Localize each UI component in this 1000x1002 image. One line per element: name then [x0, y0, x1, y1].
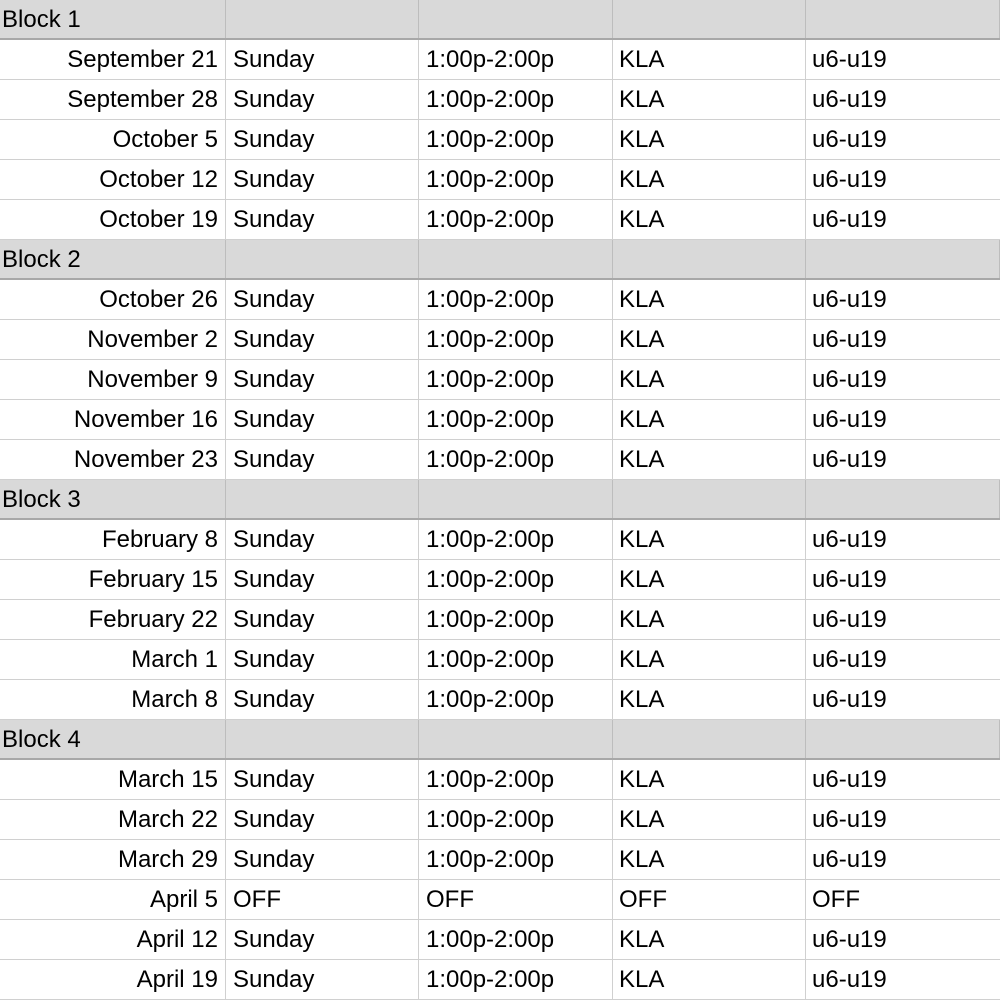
schedule-row	[0, 920, 1000, 960]
schedule-row-off	[0, 880, 1000, 920]
age-group-cell[interactable]: u6-u19	[812, 406, 887, 433]
age-group-cell[interactable]: u6-u19	[812, 646, 887, 673]
day-cell[interactable]: Sunday	[226, 840, 419, 879]
location-cell[interactable]: KLA	[613, 760, 806, 799]
day-cell[interactable]: Sunday	[226, 600, 419, 639]
date-cell[interactable]: September 28	[0, 80, 226, 119]
schedule-row	[0, 400, 1000, 440]
empty-header-cell[interactable]	[613, 240, 806, 278]
day-cell[interactable]: Sunday	[226, 120, 419, 159]
time-cell[interactable]: 1:00p-2:00p	[419, 120, 613, 159]
age-group-cell[interactable]: u6-u19	[812, 566, 887, 593]
time-cell[interactable]: 1:00p-2:00p	[419, 400, 613, 439]
date-cell[interactable]: April 5	[0, 880, 226, 919]
age-group-cell[interactable]: u6-u19	[812, 926, 887, 953]
location-cell[interactable]: KLA	[613, 120, 806, 159]
location-cell[interactable]: OFF	[613, 880, 806, 919]
time-cell[interactable]: 1:00p-2:00p	[419, 920, 613, 959]
time-cell[interactable]: 1:00p-2:00p	[419, 600, 613, 639]
empty-header-cell[interactable]	[806, 720, 1000, 758]
location-cell[interactable]: KLA	[613, 960, 806, 999]
time-cell[interactable]: 1:00p-2:00p	[419, 640, 613, 679]
date-cell[interactable]: April 12	[0, 920, 226, 959]
date-cell[interactable]: November 2	[0, 320, 226, 359]
age-group-cell[interactable]: u6-u19	[812, 86, 887, 113]
block-header-row	[0, 480, 1000, 520]
age-group-cell[interactable]: u6-u19	[812, 766, 887, 793]
day-cell[interactable]: Sunday	[226, 960, 419, 999]
date-cell[interactable]: April 19	[0, 960, 226, 999]
schedule-row	[0, 800, 1000, 840]
schedule-row	[0, 680, 1000, 720]
date-cell[interactable]: February 22	[0, 600, 226, 639]
empty-header-cell[interactable]	[419, 240, 613, 278]
empty-header-cell[interactable]	[613, 0, 806, 38]
date-cell[interactable]: March 29	[0, 840, 226, 879]
day-cell[interactable]: Sunday	[226, 800, 419, 839]
schedule-row	[0, 360, 1000, 400]
day-cell[interactable]: Sunday	[226, 40, 419, 79]
day-cell[interactable]: Sunday	[226, 440, 419, 479]
age-group-cell[interactable]: u6-u19	[812, 366, 887, 393]
age-group-cell[interactable]: u6-u19	[812, 126, 887, 153]
day-cell[interactable]: Sunday	[226, 160, 419, 199]
location-cell[interactable]: KLA	[613, 680, 806, 719]
age-group-cell[interactable]: u6-u19	[812, 326, 887, 353]
date-cell[interactable]: October 5	[0, 120, 226, 159]
location-cell[interactable]: KLA	[613, 320, 806, 359]
empty-header-cell[interactable]	[226, 480, 419, 518]
date-cell[interactable]: March 8	[0, 680, 226, 719]
time-cell[interactable]: 1:00p-2:00p	[419, 520, 613, 559]
empty-header-cell[interactable]	[226, 240, 419, 278]
block-label-cell[interactable]: Block 4	[0, 720, 226, 758]
location-cell[interactable]: KLA	[613, 200, 806, 239]
time-cell[interactable]: 1:00p-2:00p	[419, 960, 613, 999]
schedule-row	[0, 80, 1000, 120]
age-group-cell[interactable]: u6-u19	[812, 286, 887, 313]
schedule-row	[0, 280, 1000, 320]
empty-header-cell[interactable]	[226, 0, 419, 38]
schedule-row	[0, 600, 1000, 640]
location-cell[interactable]: KLA	[613, 800, 806, 839]
schedule-row	[0, 960, 1000, 1000]
block-header-row	[0, 720, 1000, 760]
date-cell[interactable]: November 16	[0, 400, 226, 439]
age-group-cell[interactable]: u6-u19	[812, 206, 887, 233]
age-group-cell[interactable]: OFF	[812, 886, 860, 913]
time-cell[interactable]: 1:00p-2:00p	[419, 360, 613, 399]
schedule-row	[0, 320, 1000, 360]
location-cell[interactable]: KLA	[613, 440, 806, 479]
time-cell[interactable]: 1:00p-2:00p	[419, 440, 613, 479]
date-cell[interactable]: March 22	[0, 800, 226, 839]
schedule-row	[0, 120, 1000, 160]
time-cell[interactable]: 1:00p-2:00p	[419, 320, 613, 359]
empty-header-cell[interactable]	[419, 0, 613, 38]
day-cell[interactable]: Sunday	[226, 680, 419, 719]
schedule-row	[0, 520, 1000, 560]
schedule-row	[0, 200, 1000, 240]
schedule-row	[0, 560, 1000, 600]
block-label-cell[interactable]: Block 3	[0, 480, 226, 518]
location-cell[interactable]: KLA	[613, 40, 806, 79]
age-group-cell[interactable]: u6-u19	[812, 846, 887, 873]
time-cell[interactable]: 1:00p-2:00p	[419, 760, 613, 799]
date-cell[interactable]: November 9	[0, 360, 226, 399]
empty-header-cell[interactable]	[806, 0, 1000, 38]
day-cell[interactable]: Sunday	[226, 520, 419, 559]
time-cell[interactable]: 1:00p-2:00p	[419, 160, 613, 199]
day-cell[interactable]: Sunday	[226, 400, 419, 439]
date-cell[interactable]: October 12	[0, 160, 226, 199]
block-label-cell[interactable]: Block 1	[0, 0, 226, 38]
day-cell[interactable]: OFF	[226, 880, 419, 919]
location-cell[interactable]: KLA	[613, 600, 806, 639]
day-cell[interactable]: Sunday	[226, 920, 419, 959]
time-cell[interactable]: 1:00p-2:00p	[419, 680, 613, 719]
time-cell[interactable]: 1:00p-2:00p	[419, 560, 613, 599]
location-cell[interactable]: KLA	[613, 920, 806, 959]
empty-header-cell[interactable]	[613, 480, 806, 518]
schedule-row	[0, 760, 1000, 800]
date-cell[interactable]: October 19	[0, 200, 226, 239]
day-cell[interactable]: Sunday	[226, 640, 419, 679]
age-group-cell[interactable]: u6-u19	[812, 686, 887, 713]
age-group-cell[interactable]: u6-u19	[812, 966, 887, 993]
time-cell[interactable]: 1:00p-2:00p	[419, 200, 613, 239]
time-cell[interactable]: 1:00p-2:00p	[419, 800, 613, 839]
day-cell[interactable]: Sunday	[226, 200, 419, 239]
location-cell[interactable]: KLA	[613, 160, 806, 199]
empty-header-cell[interactable]	[419, 720, 613, 758]
empty-header-cell[interactable]	[613, 720, 806, 758]
date-cell[interactable]: March 1	[0, 640, 226, 679]
block-header-row	[0, 0, 1000, 40]
location-cell[interactable]: KLA	[613, 280, 806, 319]
date-cell[interactable]: September 21	[0, 40, 226, 79]
location-cell[interactable]: KLA	[613, 520, 806, 559]
schedule-row	[0, 840, 1000, 880]
block-header-row	[0, 240, 1000, 280]
location-cell[interactable]: KLA	[613, 560, 806, 599]
time-cell[interactable]: 1:00p-2:00p	[419, 840, 613, 879]
age-group-cell[interactable]: u6-u19	[812, 806, 887, 833]
location-cell[interactable]: KLA	[613, 640, 806, 679]
date-cell[interactable]: October 26	[0, 280, 226, 319]
age-group-cell[interactable]: u6-u19	[812, 606, 887, 633]
location-cell[interactable]: KLA	[613, 400, 806, 439]
date-cell[interactable]: March 15	[0, 760, 226, 799]
day-cell[interactable]: Sunday	[226, 560, 419, 599]
location-cell[interactable]: KLA	[613, 360, 806, 399]
time-cell[interactable]: 1:00p-2:00p	[419, 280, 613, 319]
day-cell[interactable]: Sunday	[226, 320, 419, 359]
date-cell[interactable]: February 8	[0, 520, 226, 559]
empty-header-cell[interactable]	[226, 720, 419, 758]
day-cell[interactable]: Sunday	[226, 760, 419, 799]
block-label-cell[interactable]: Block 2	[0, 240, 226, 278]
age-group-cell[interactable]: u6-u19	[812, 46, 887, 73]
empty-header-cell[interactable]	[419, 480, 613, 518]
day-cell[interactable]: Sunday	[226, 80, 419, 119]
age-group-cell[interactable]: u6-u19	[812, 166, 887, 193]
age-group-cell[interactable]: u6-u19	[812, 446, 887, 473]
date-cell[interactable]: February 15	[0, 560, 226, 599]
schedule-row	[0, 440, 1000, 480]
location-cell[interactable]: KLA	[613, 80, 806, 119]
time-cell[interactable]: 1:00p-2:00p	[419, 40, 613, 79]
location-cell[interactable]: KLA	[613, 840, 806, 879]
time-cell[interactable]: OFF	[419, 880, 613, 919]
age-group-cell[interactable]: u6-u19	[812, 526, 887, 553]
day-cell[interactable]: Sunday	[226, 360, 419, 399]
time-cell[interactable]: 1:00p-2:00p	[419, 80, 613, 119]
schedule-row	[0, 640, 1000, 680]
day-cell[interactable]: Sunday	[226, 280, 419, 319]
schedule-row	[0, 40, 1000, 80]
schedule-row	[0, 160, 1000, 200]
empty-header-cell[interactable]	[806, 480, 1000, 518]
date-cell[interactable]: November 23	[0, 440, 226, 479]
empty-header-cell[interactable]	[806, 240, 1000, 278]
